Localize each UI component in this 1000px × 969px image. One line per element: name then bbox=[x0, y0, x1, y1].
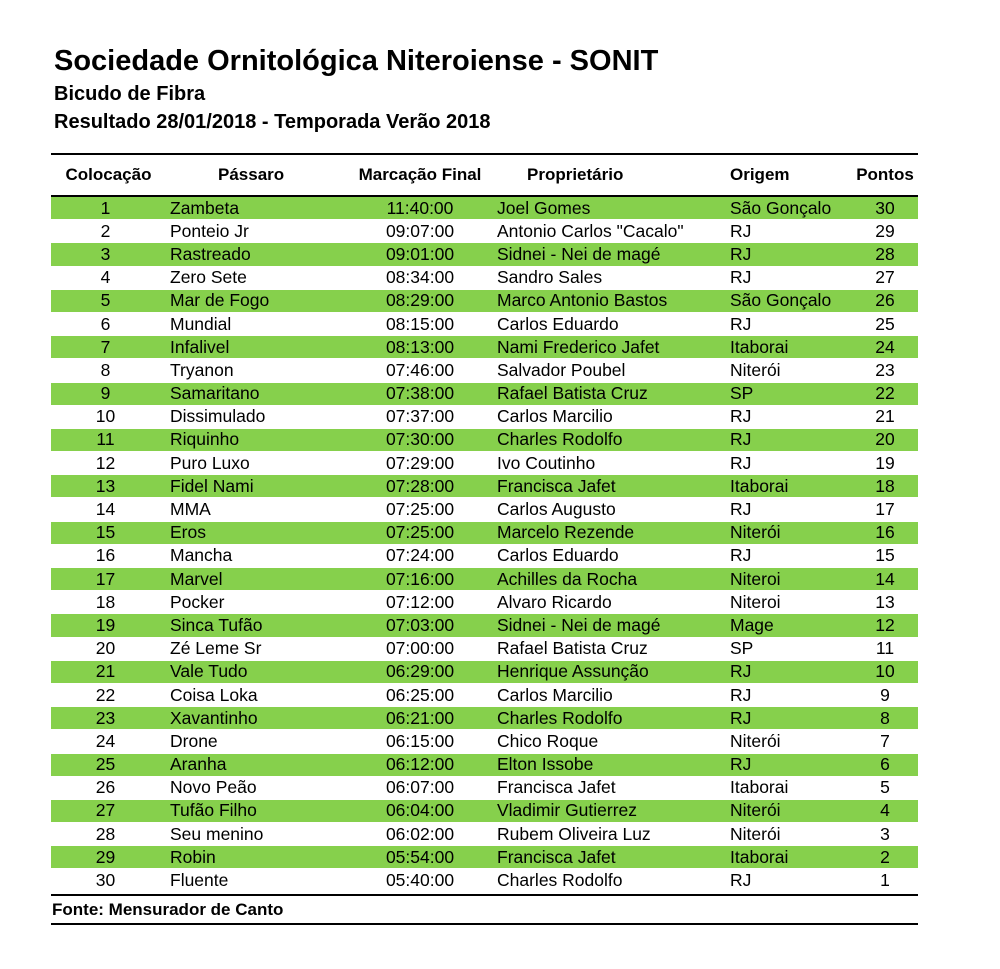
cell-marcacao-final: 06:04:00 bbox=[385, 800, 455, 821]
cell-passaro: Rastreado bbox=[170, 243, 251, 264]
cell-origem: RJ bbox=[730, 684, 752, 705]
cell-pontos: 8 bbox=[880, 707, 890, 728]
cell-proprietario: Charles Rodolfo bbox=[497, 870, 623, 891]
cell-pontos: 23 bbox=[875, 359, 895, 380]
cell-passaro: Mar de Fogo bbox=[170, 290, 270, 311]
cell-colocacao: 29 bbox=[95, 846, 116, 867]
cell-origem: RJ bbox=[730, 429, 752, 450]
cell-marcacao-final: 07:37:00 bbox=[385, 406, 455, 427]
cell-colocacao: 12 bbox=[95, 452, 116, 473]
header-colocacao: Colocação bbox=[65, 165, 152, 184]
cell-pontos: 5 bbox=[880, 777, 890, 798]
cell-proprietario: Henrique Assunção bbox=[497, 661, 649, 682]
table-row bbox=[51, 429, 918, 452]
cell-colocacao: 18 bbox=[95, 591, 116, 612]
cell-colocacao: 25 bbox=[95, 754, 116, 775]
cell-marcacao-final: 06:15:00 bbox=[385, 730, 455, 751]
cell-colocacao: 13 bbox=[95, 475, 116, 496]
cell-passaro: Drone bbox=[170, 730, 218, 751]
cell-origem: RJ bbox=[730, 499, 752, 520]
cell-origem: RJ bbox=[730, 707, 752, 728]
table-row bbox=[51, 591, 918, 614]
cell-pontos: 13 bbox=[875, 591, 895, 612]
cell-proprietario: Sandro Sales bbox=[497, 267, 603, 288]
table-row bbox=[51, 243, 918, 266]
cell-origem: RJ bbox=[730, 452, 752, 473]
cell-passaro: Aranha bbox=[170, 754, 227, 775]
cell-passaro: Ponteio Jr bbox=[170, 220, 249, 241]
cell-colocacao: 19 bbox=[95, 614, 116, 635]
cell-origem: Niterói bbox=[730, 522, 781, 543]
cell-marcacao-final: 07:38:00 bbox=[385, 383, 455, 404]
cell-origem: SP bbox=[730, 638, 754, 659]
cell-colocacao: 16 bbox=[95, 545, 116, 566]
cell-passaro: Fluente bbox=[170, 870, 229, 891]
cell-origem: São Gonçalo bbox=[730, 197, 832, 218]
cell-pontos: 10 bbox=[875, 661, 895, 682]
cell-marcacao-final: 07:12:00 bbox=[385, 591, 455, 612]
cell-passaro: Puro Luxo bbox=[170, 452, 250, 473]
table-row bbox=[51, 869, 918, 892]
cell-pontos: 12 bbox=[875, 614, 895, 635]
cell-colocacao: 28 bbox=[95, 823, 116, 844]
cell-colocacao: 21 bbox=[95, 661, 116, 682]
document-header bbox=[54, 44, 658, 136]
cell-origem: São Gonçalo bbox=[730, 290, 832, 311]
cell-colocacao: 5 bbox=[100, 290, 111, 311]
cell-passaro: Seu menino bbox=[170, 823, 264, 844]
table-row bbox=[51, 823, 918, 846]
cell-proprietario: Rafael Batista Cruz bbox=[497, 383, 648, 404]
table-row bbox=[51, 661, 918, 684]
cell-marcacao-final: 06:29:00 bbox=[385, 661, 455, 682]
cell-colocacao: 4 bbox=[100, 267, 111, 288]
table-row bbox=[51, 313, 918, 336]
cell-marcacao-final: 07:29:00 bbox=[385, 452, 455, 473]
cell-proprietario: Francisca Jafet bbox=[497, 475, 616, 496]
cell-origem: RJ bbox=[730, 220, 752, 241]
cell-colocacao: 1 bbox=[100, 197, 111, 218]
cell-proprietario: Carlos Eduardo bbox=[497, 313, 619, 334]
cell-colocacao: 3 bbox=[100, 243, 111, 264]
cell-origem: RJ bbox=[730, 754, 752, 775]
cell-pontos: 4 bbox=[880, 800, 890, 821]
cell-passaro: Riquinho bbox=[170, 429, 240, 450]
cell-origem: SP bbox=[730, 383, 754, 404]
cell-pontos: 11 bbox=[875, 638, 895, 659]
table-row bbox=[51, 638, 918, 661]
table-row bbox=[51, 475, 918, 498]
cell-colocacao: 26 bbox=[95, 777, 116, 798]
header-proprietario: Proprietário bbox=[527, 165, 624, 184]
cell-marcacao-final: 07:03:00 bbox=[385, 614, 455, 635]
cell-passaro: Infalivel bbox=[170, 336, 230, 357]
cell-proprietario: Sidnei - Nei de magé bbox=[497, 614, 661, 635]
cell-marcacao-final: 08:34:00 bbox=[385, 267, 455, 288]
cell-origem: Niterói bbox=[730, 730, 781, 751]
cell-pontos: 26 bbox=[875, 290, 895, 311]
cell-pontos: 29 bbox=[875, 220, 895, 241]
cell-passaro: Zero Sete bbox=[170, 267, 247, 288]
cell-colocacao: 8 bbox=[100, 359, 111, 380]
cell-proprietario: Salvador Poubel bbox=[497, 359, 626, 380]
table-row bbox=[51, 522, 918, 545]
cell-colocacao: 2 bbox=[100, 220, 111, 241]
cell-colocacao: 11 bbox=[96, 429, 115, 450]
cell-marcacao-final: 09:07:00 bbox=[385, 220, 455, 241]
cell-colocacao: 14 bbox=[95, 499, 116, 520]
cell-proprietario: Marco Antonio Bastos bbox=[497, 290, 668, 311]
cell-passaro: Novo Peão bbox=[170, 777, 257, 798]
cell-pontos: 30 bbox=[875, 197, 895, 218]
cell-passaro: Tufão Filho bbox=[170, 800, 257, 821]
cell-colocacao: 9 bbox=[100, 383, 111, 404]
footer-rule bbox=[51, 923, 918, 925]
cell-proprietario: Carlos Marcilio bbox=[497, 406, 613, 427]
cell-marcacao-final: 08:29:00 bbox=[385, 290, 455, 311]
cell-passaro: Zé Leme Sr bbox=[170, 638, 262, 659]
cell-origem: RJ bbox=[730, 406, 752, 427]
cell-proprietario: Achilles da Rocha bbox=[497, 568, 638, 589]
cell-passaro: Mancha bbox=[170, 545, 233, 566]
table-row bbox=[51, 267, 918, 290]
table-row bbox=[51, 684, 918, 707]
cell-origem: Itaborai bbox=[730, 336, 789, 357]
cell-marcacao-final: 11:40:00 bbox=[386, 197, 454, 218]
table-row bbox=[51, 707, 918, 730]
cell-pontos: 18 bbox=[875, 475, 895, 496]
cell-passaro: Pocker bbox=[170, 591, 225, 612]
cell-proprietario: Charles Rodolfo bbox=[497, 429, 623, 450]
cell-marcacao-final: 05:54:00 bbox=[385, 846, 455, 867]
table-row bbox=[51, 452, 918, 475]
table-row bbox=[51, 846, 918, 869]
cell-origem: Itaborai bbox=[730, 475, 789, 496]
cell-pontos: 17 bbox=[875, 499, 895, 520]
cell-origem: Niterói bbox=[730, 823, 781, 844]
table-row bbox=[51, 498, 918, 521]
cell-marcacao-final: 08:15:00 bbox=[385, 313, 455, 334]
page-subtitle: Bicudo de Fibra bbox=[54, 83, 206, 105]
header-origem: Origem bbox=[730, 165, 790, 184]
cell-marcacao-final: 07:28:00 bbox=[385, 475, 455, 496]
table-row bbox=[51, 406, 918, 429]
cell-passaro: Fidel Nami bbox=[170, 475, 254, 496]
cell-pontos: 9 bbox=[880, 684, 890, 705]
cell-origem: RJ bbox=[730, 267, 752, 288]
cell-pontos: 19 bbox=[875, 452, 895, 473]
cell-pontos: 20 bbox=[875, 429, 895, 450]
cell-origem: Niterói bbox=[730, 800, 781, 821]
cell-origem: Itaborai bbox=[730, 846, 789, 867]
cell-passaro: Mundial bbox=[170, 313, 232, 334]
page-title: Sociedade Ornitológica Niteroiense - SONIT bbox=[54, 45, 659, 77]
header-pontos: Pontos bbox=[856, 165, 914, 184]
cell-proprietario: Francisca Jafet bbox=[497, 777, 616, 798]
cell-proprietario: Ivo Coutinho bbox=[497, 452, 596, 473]
cell-colocacao: 6 bbox=[100, 313, 111, 334]
cell-proprietario: Elton Issobe bbox=[497, 754, 594, 775]
cell-pontos: 22 bbox=[875, 383, 895, 404]
cell-pontos: 1 bbox=[880, 870, 890, 891]
cell-colocacao: 23 bbox=[95, 707, 116, 728]
cell-origem: RJ bbox=[730, 313, 752, 334]
table-row bbox=[51, 754, 918, 777]
cell-colocacao: 22 bbox=[95, 684, 116, 705]
cell-pontos: 28 bbox=[875, 243, 895, 264]
cell-marcacao-final: 07:30:00 bbox=[385, 429, 455, 450]
source-note: Fonte: Mensurador de Canto bbox=[52, 899, 284, 919]
cell-colocacao: 24 bbox=[95, 730, 116, 751]
cell-proprietario: Marcelo Rezende bbox=[497, 522, 635, 543]
cell-passaro: Dissimulado bbox=[170, 406, 266, 427]
cell-colocacao: 17 bbox=[95, 568, 116, 589]
cell-passaro: Marvel bbox=[170, 568, 223, 589]
table-row bbox=[51, 359, 918, 382]
cell-colocacao: 20 bbox=[95, 638, 116, 659]
cell-marcacao-final: 06:21:00 bbox=[385, 707, 455, 728]
result-line: Resultado 28/01/2018 - Temporada Verão 2018 bbox=[54, 111, 491, 133]
cell-passaro: Samaritano bbox=[170, 383, 260, 404]
cell-proprietario: Sidnei - Nei de magé bbox=[497, 243, 661, 264]
cell-proprietario: Carlos Eduardo bbox=[497, 545, 619, 566]
cell-colocacao: 30 bbox=[95, 870, 116, 891]
cell-marcacao-final: 07:25:00 bbox=[385, 499, 455, 520]
cell-pontos: 14 bbox=[875, 568, 895, 589]
cell-pontos: 16 bbox=[875, 522, 895, 543]
cell-pontos: 6 bbox=[880, 754, 890, 775]
cell-pontos: 2 bbox=[880, 846, 890, 867]
table-header-row bbox=[51, 155, 918, 195]
cell-marcacao-final: 07:16:00 bbox=[385, 568, 455, 589]
header-marcacao-final: Marcação Final bbox=[358, 165, 482, 184]
cell-marcacao-final: 07:46:00 bbox=[385, 359, 455, 380]
table-row bbox=[51, 568, 918, 591]
table-row bbox=[51, 777, 918, 800]
cell-colocacao: 15 bbox=[95, 522, 116, 543]
table-row bbox=[51, 800, 918, 823]
cell-passaro: Sinca Tufão bbox=[170, 614, 263, 635]
cell-proprietario: Antonio Carlos "Cacalo" bbox=[497, 220, 684, 241]
cell-proprietario: Carlos Marcilio bbox=[497, 684, 613, 705]
cell-colocacao: 7 bbox=[100, 336, 111, 357]
cell-pontos: 3 bbox=[880, 823, 890, 844]
header-passaro: Pássaro bbox=[218, 165, 285, 184]
cell-pontos: 24 bbox=[875, 336, 895, 357]
cell-passaro: Tryanon bbox=[170, 359, 234, 380]
cell-proprietario: Nami Frederico Jafet bbox=[497, 336, 660, 357]
cell-passaro: Robin bbox=[170, 846, 216, 867]
table-row bbox=[51, 197, 918, 220]
cell-marcacao-final: 06:07:00 bbox=[385, 777, 455, 798]
cell-proprietario: Joel Gomes bbox=[497, 197, 591, 218]
cell-marcacao-final: 05:40:00 bbox=[385, 870, 455, 891]
cell-marcacao-final: 07:24:00 bbox=[385, 545, 455, 566]
cell-origem: Niterói bbox=[730, 359, 781, 380]
cell-pontos: 25 bbox=[875, 313, 895, 334]
cell-marcacao-final: 09:01:00 bbox=[385, 243, 455, 264]
cell-origem: Niteroi bbox=[730, 591, 781, 612]
table-row bbox=[51, 614, 918, 637]
cell-proprietario: Vladimir Gutierrez bbox=[497, 800, 638, 821]
cell-proprietario: Alvaro Ricardo bbox=[497, 591, 612, 612]
cell-pontos: 7 bbox=[880, 730, 890, 751]
cell-proprietario: Rubem Oliveira Luz bbox=[497, 823, 651, 844]
cell-passaro: Vale Tudo bbox=[170, 661, 248, 682]
results-table bbox=[51, 153, 918, 925]
cell-proprietario: Rafael Batista Cruz bbox=[497, 638, 648, 659]
cell-origem: Mage bbox=[730, 614, 774, 635]
cell-colocacao: 10 bbox=[95, 406, 116, 427]
table-body bbox=[51, 197, 918, 893]
cell-passaro: Zambeta bbox=[170, 197, 240, 218]
cell-proprietario: Chico Roque bbox=[497, 730, 599, 751]
cell-proprietario: Charles Rodolfo bbox=[497, 707, 623, 728]
cell-origem: RJ bbox=[730, 545, 752, 566]
cell-origem: RJ bbox=[730, 661, 752, 682]
cell-origem: Niteroi bbox=[730, 568, 781, 589]
cell-origem: RJ bbox=[730, 870, 752, 891]
cell-passaro: Eros bbox=[170, 522, 206, 543]
table-row bbox=[51, 220, 918, 243]
cell-marcacao-final: 08:13:00 bbox=[385, 336, 455, 357]
cell-origem: RJ bbox=[730, 243, 752, 264]
cell-origem: Itaborai bbox=[730, 777, 789, 798]
cell-passaro: Xavantinho bbox=[170, 707, 258, 728]
table-row bbox=[51, 290, 918, 313]
cell-passaro: Coisa Loka bbox=[170, 684, 258, 705]
cell-marcacao-final: 06:25:00 bbox=[385, 684, 455, 705]
table-row bbox=[51, 545, 918, 568]
cell-proprietario: Francisca Jafet bbox=[497, 846, 616, 867]
cell-pontos: 27 bbox=[875, 267, 895, 288]
table-row bbox=[51, 730, 918, 753]
cell-pontos: 15 bbox=[875, 545, 895, 566]
cell-colocacao: 27 bbox=[95, 800, 116, 821]
cell-proprietario: Carlos Augusto bbox=[497, 499, 616, 520]
table-row bbox=[51, 383, 918, 406]
table-row bbox=[51, 336, 918, 359]
cell-passaro: MMA bbox=[170, 499, 211, 520]
cell-marcacao-final: 06:02:00 bbox=[385, 823, 455, 844]
cell-marcacao-final: 07:25:00 bbox=[385, 522, 455, 543]
cell-marcacao-final: 07:00:00 bbox=[385, 638, 455, 659]
cell-pontos: 21 bbox=[875, 406, 895, 427]
cell-marcacao-final: 06:12:00 bbox=[385, 754, 455, 775]
